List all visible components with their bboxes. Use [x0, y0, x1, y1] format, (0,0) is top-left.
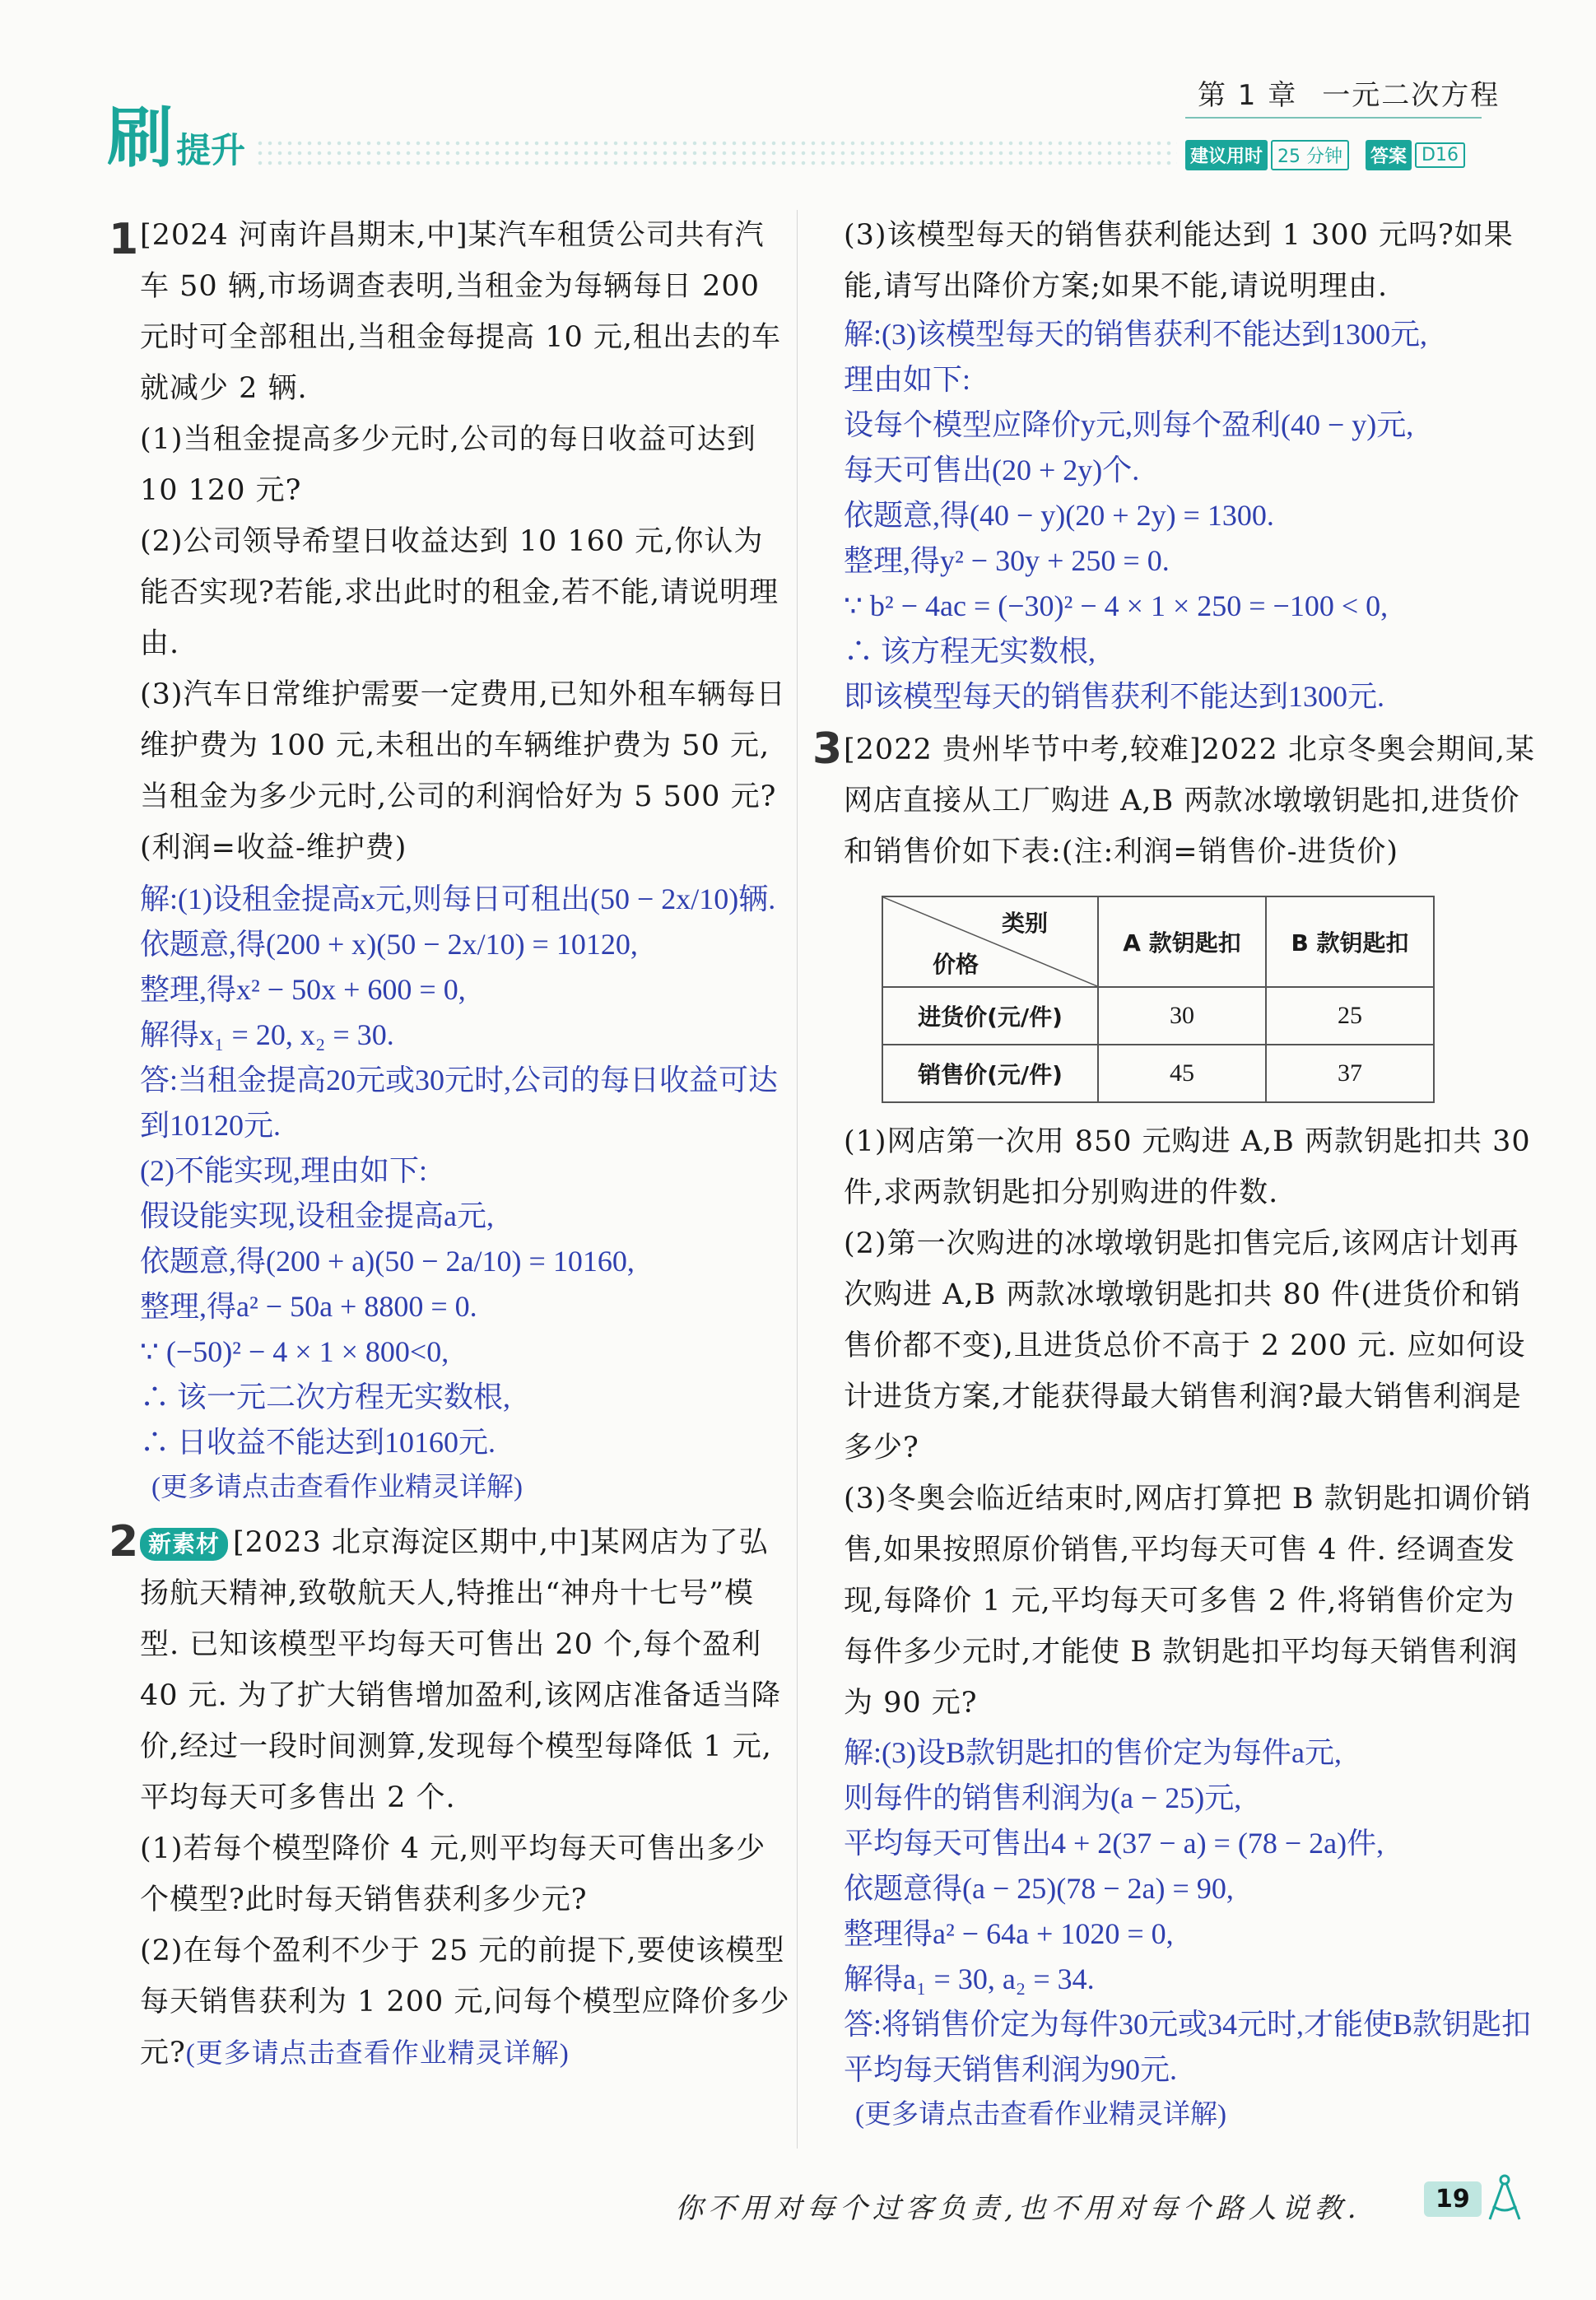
answer-line: 解:(1)设租金提高x元,则每日可租出(50 − 2x/10)辆. [140, 882, 776, 915]
answer-line: 解:(3)设B款钥匙扣的售价定为每件a元, [844, 1736, 1342, 1769]
answer-line: ∵ (−50)² − 4 × 1 × 800<0, [140, 1335, 449, 1368]
answer-line: 理由如下: [844, 363, 971, 396]
more-details-link[interactable]: (更多请点击查看作业精灵详解) [855, 2100, 1226, 2130]
compass-icon [1482, 2173, 1528, 2223]
question-3-answer [844, 1730, 1535, 2138]
answer-line: 依题意,得(200 + a)(50 − 2a/10) = 10160, [140, 1245, 635, 1278]
header-tags [1185, 140, 1465, 170]
answer-line: ∴ 该方程无实数根, [844, 635, 1096, 668]
corner-label-category: 类别 [1001, 910, 1048, 937]
question-3-part-1: (1)网店第一次用 850 元购进 A,B 两款钥匙扣共 30 件,求两款钥匙扣分别购进的件数. [844, 1125, 1531, 1209]
answer-line: 依题意,得(200 + x)(50 − 2x/10) = 10120, [140, 928, 638, 961]
corner-label-price: 价格 [933, 951, 979, 978]
answer-line: 则每件的销售利润为(a − 25)元, [844, 1781, 1242, 1814]
decorative-dot-band [255, 138, 1177, 166]
table-row [882, 1045, 1434, 1102]
question-1-number: 1 [109, 215, 139, 264]
answer-line: (2)不能实现,理由如下: [140, 1154, 427, 1187]
time-label: 建议用时 [1185, 140, 1268, 170]
cell-purchase-a: 30 [1098, 987, 1266, 1045]
question-1-part-2: (2)公司领导希望日收益达到 10 160 元,你认为能否实现?若能,求出此时的租金,若不能,请说明理由. [140, 525, 779, 660]
chapter-number: 第 1 章 [1198, 79, 1298, 112]
answer-line: 答:将销售价定为每件30元或34元时,才能使B款钥匙扣平均每天销售利润为90元. [844, 2008, 1532, 2086]
row-header-purchase: 进货价(元/件) [882, 987, 1098, 1045]
table-corner-cell [882, 896, 1098, 987]
page-header [0, 0, 1596, 181]
answer-line: 整理,得y² − 30y + 250 = 0. [844, 544, 1170, 577]
question-1-stem: [2024 河南许昌期末,中]某汽车租赁公司共有汽车 50 辆,市场调查表明,当租金为每辆每日 200 元时可全部租出,当租金每提高 10 元,租出去的车就减少 2 辆. [140, 219, 782, 405]
answer-line: 每天可售出(20 + 2y)个. [844, 454, 1140, 487]
question-2 [109, 1517, 790, 2079]
answer-line: 依题意得(a − 25)(78 − 2a) = 90, [844, 1872, 1234, 1905]
corner-diagonal [883, 897, 1097, 986]
answer-line: 平均每天可售出4 + 2(37 − a) = (78 − 2a)件, [844, 1827, 1384, 1860]
answer-line: ∵ b² − 4ac = (−30)² − 4 × 1 × 250 = −100 < 0, [844, 589, 1389, 622]
question-1-answer [140, 877, 790, 1511]
question-3-stem: [2022 贵州毕节中考,较难]2022 北京冬奥会期间,某网店直接从工厂购进 A,B 两款冰墩墩钥匙扣,进货价和销售价如下表:(注:利润=销售价-进货价) [844, 733, 1535, 868]
answer-line: 答:当租金提高20元或30元时,公司的每日收益可达到10120元. [140, 1064, 779, 1142]
question-2-answer [844, 312, 1535, 719]
answer-line: 解得a₁ = 30, a₂ = 34. [844, 1962, 1095, 1995]
page-number: 19 [1424, 2181, 1482, 2217]
question-1-part-3: (3)汽车日常维护需要一定费用,已知外租车辆每日维护费为 100 元,未租出的车辆维护费为 50 元,当租金为多少元时,公司的利润恰好为 5 500 元?(利润=收益-维护费) [140, 678, 786, 864]
column-divider [797, 210, 798, 2149]
answer-line: 整理,得a² − 50a + 8800 = 0. [140, 1290, 477, 1323]
question-3 [812, 724, 1535, 2138]
new-material-badge: 新素材 [140, 1528, 228, 1561]
table-row [882, 987, 1434, 1045]
answer-line: 整理得a² − 64a + 1020 = 0, [844, 1917, 1174, 1950]
answer-ref: D16 [1415, 142, 1465, 168]
left-column [109, 210, 790, 2079]
column-header-a: A 款钥匙扣 [1098, 896, 1266, 987]
answer-line: 设每个模型应降价y元,则每个盈利(40 − y)元, [844, 408, 1414, 441]
row-header-sale: 销售价(元/件) [882, 1045, 1098, 1102]
question-3-part-2: (2)第一次购进的冰墩墩钥匙扣售完后,该网店计划再次购进 A,B 两款冰墩墩钥匙扣共 80 件(进货价和销售价都不变),且进货总价不高于 2 200 元. 应如何设计进货方案,才能获得最大销售利润?最大销售利润是多少? [844, 1227, 1526, 1464]
cell-purchase-b: 25 [1266, 987, 1434, 1045]
question-3-number: 3 [812, 724, 843, 774]
header-rule [1185, 117, 1482, 119]
time-value: 25 分钟 [1271, 140, 1349, 170]
question-2-part-2 [140, 1925, 790, 2079]
question-3-part-3: (3)冬奥会临近结束时,网店打算把 B 款钥匙扣调价销售,如果按照原价销售,平均每天可售 4 件. 经调查发现,每降价 1 元,平均每天可多售 2 件,将销售价定为每件多少元时,才能使 B 款钥匙扣平均每天销售利润为 90 元? [844, 1483, 1532, 1720]
question-1-part-1: (1)当租金提高多少元时,公司的每日收益可达到 10 120 元? [140, 423, 756, 507]
question-2-stem-text: [2023 北京海淀区期中,中]某网店为了弘扬航天精神,致敬航天人,特推出“神舟十七号”模型. 已知该模型平均每天可售出 20 个,每个盈利 40 元. 为了扩大销售增加盈利,该网店准备适当降价,经过一段时间测算,发现每个模型每降低 1 元,平均每天可多售出 2 个. [140, 1526, 782, 1814]
answer-label: 答案 [1366, 140, 1412, 170]
brand-sub: 提升 [176, 130, 246, 170]
brand-logo [107, 100, 246, 176]
answer-line: 解:(3)该模型每天的销售获利不能达到1300元, [844, 318, 1427, 351]
more-details-link[interactable]: (更多请点击查看作业精灵详解) [151, 1473, 523, 1502]
brand-main: 刷 [107, 100, 173, 176]
chapter-name: 一元二次方程 [1322, 79, 1501, 112]
question-2-stem [140, 1517, 790, 1823]
footer-motto: 你不用对每个过客负责,也不用对每个路人说教. [675, 2192, 1361, 2225]
answer-line: 整理,得x² − 50x + 600 = 0, [140, 973, 466, 1006]
answer-line: ∴ 日收益不能达到10160元. [140, 1426, 496, 1459]
answer-line: 即该模型每天的销售获利不能达到1300元. [844, 680, 1385, 713]
question-2-part-2-text: (2)在每个盈利不少于 25 元的前提下,要使该模型每天销售获利为 1 200 元,问每个模型应降价多少元? [140, 1935, 790, 2070]
answer-line: ∴ 该一元二次方程无实数根, [140, 1380, 511, 1413]
price-table [882, 896, 1435, 1103]
more-details-link[interactable]: (更多请点击查看作业精灵详解) [185, 2039, 570, 2069]
answer-line: 解得x₁ = 20, x₂ = 30. [140, 1018, 394, 1051]
chapter-heading [1198, 72, 1500, 113]
column-header-b: B 款钥匙扣 [1266, 896, 1434, 987]
answer-line: 依题意,得(40 − y)(20 + 2y) = 1300. [844, 499, 1274, 532]
question-2-part-3: (3)该模型每天的销售获利能达到 1 300 元吗?如果能,请写出降价方案;如果不能,请说明理由. [844, 219, 1514, 303]
cell-sale-a: 45 [1098, 1045, 1266, 1102]
question-2-number: 2 [109, 1517, 139, 1567]
right-column [812, 210, 1535, 2138]
question-2-part-1: (1)若每个模型降价 4 元,则平均每天可售出多少个模型?此时每天销售获利多少元? [140, 1832, 766, 1916]
answer-line: 假设能实现,设租金提高a元, [140, 1199, 494, 1232]
cell-sale-b: 37 [1266, 1045, 1434, 1102]
